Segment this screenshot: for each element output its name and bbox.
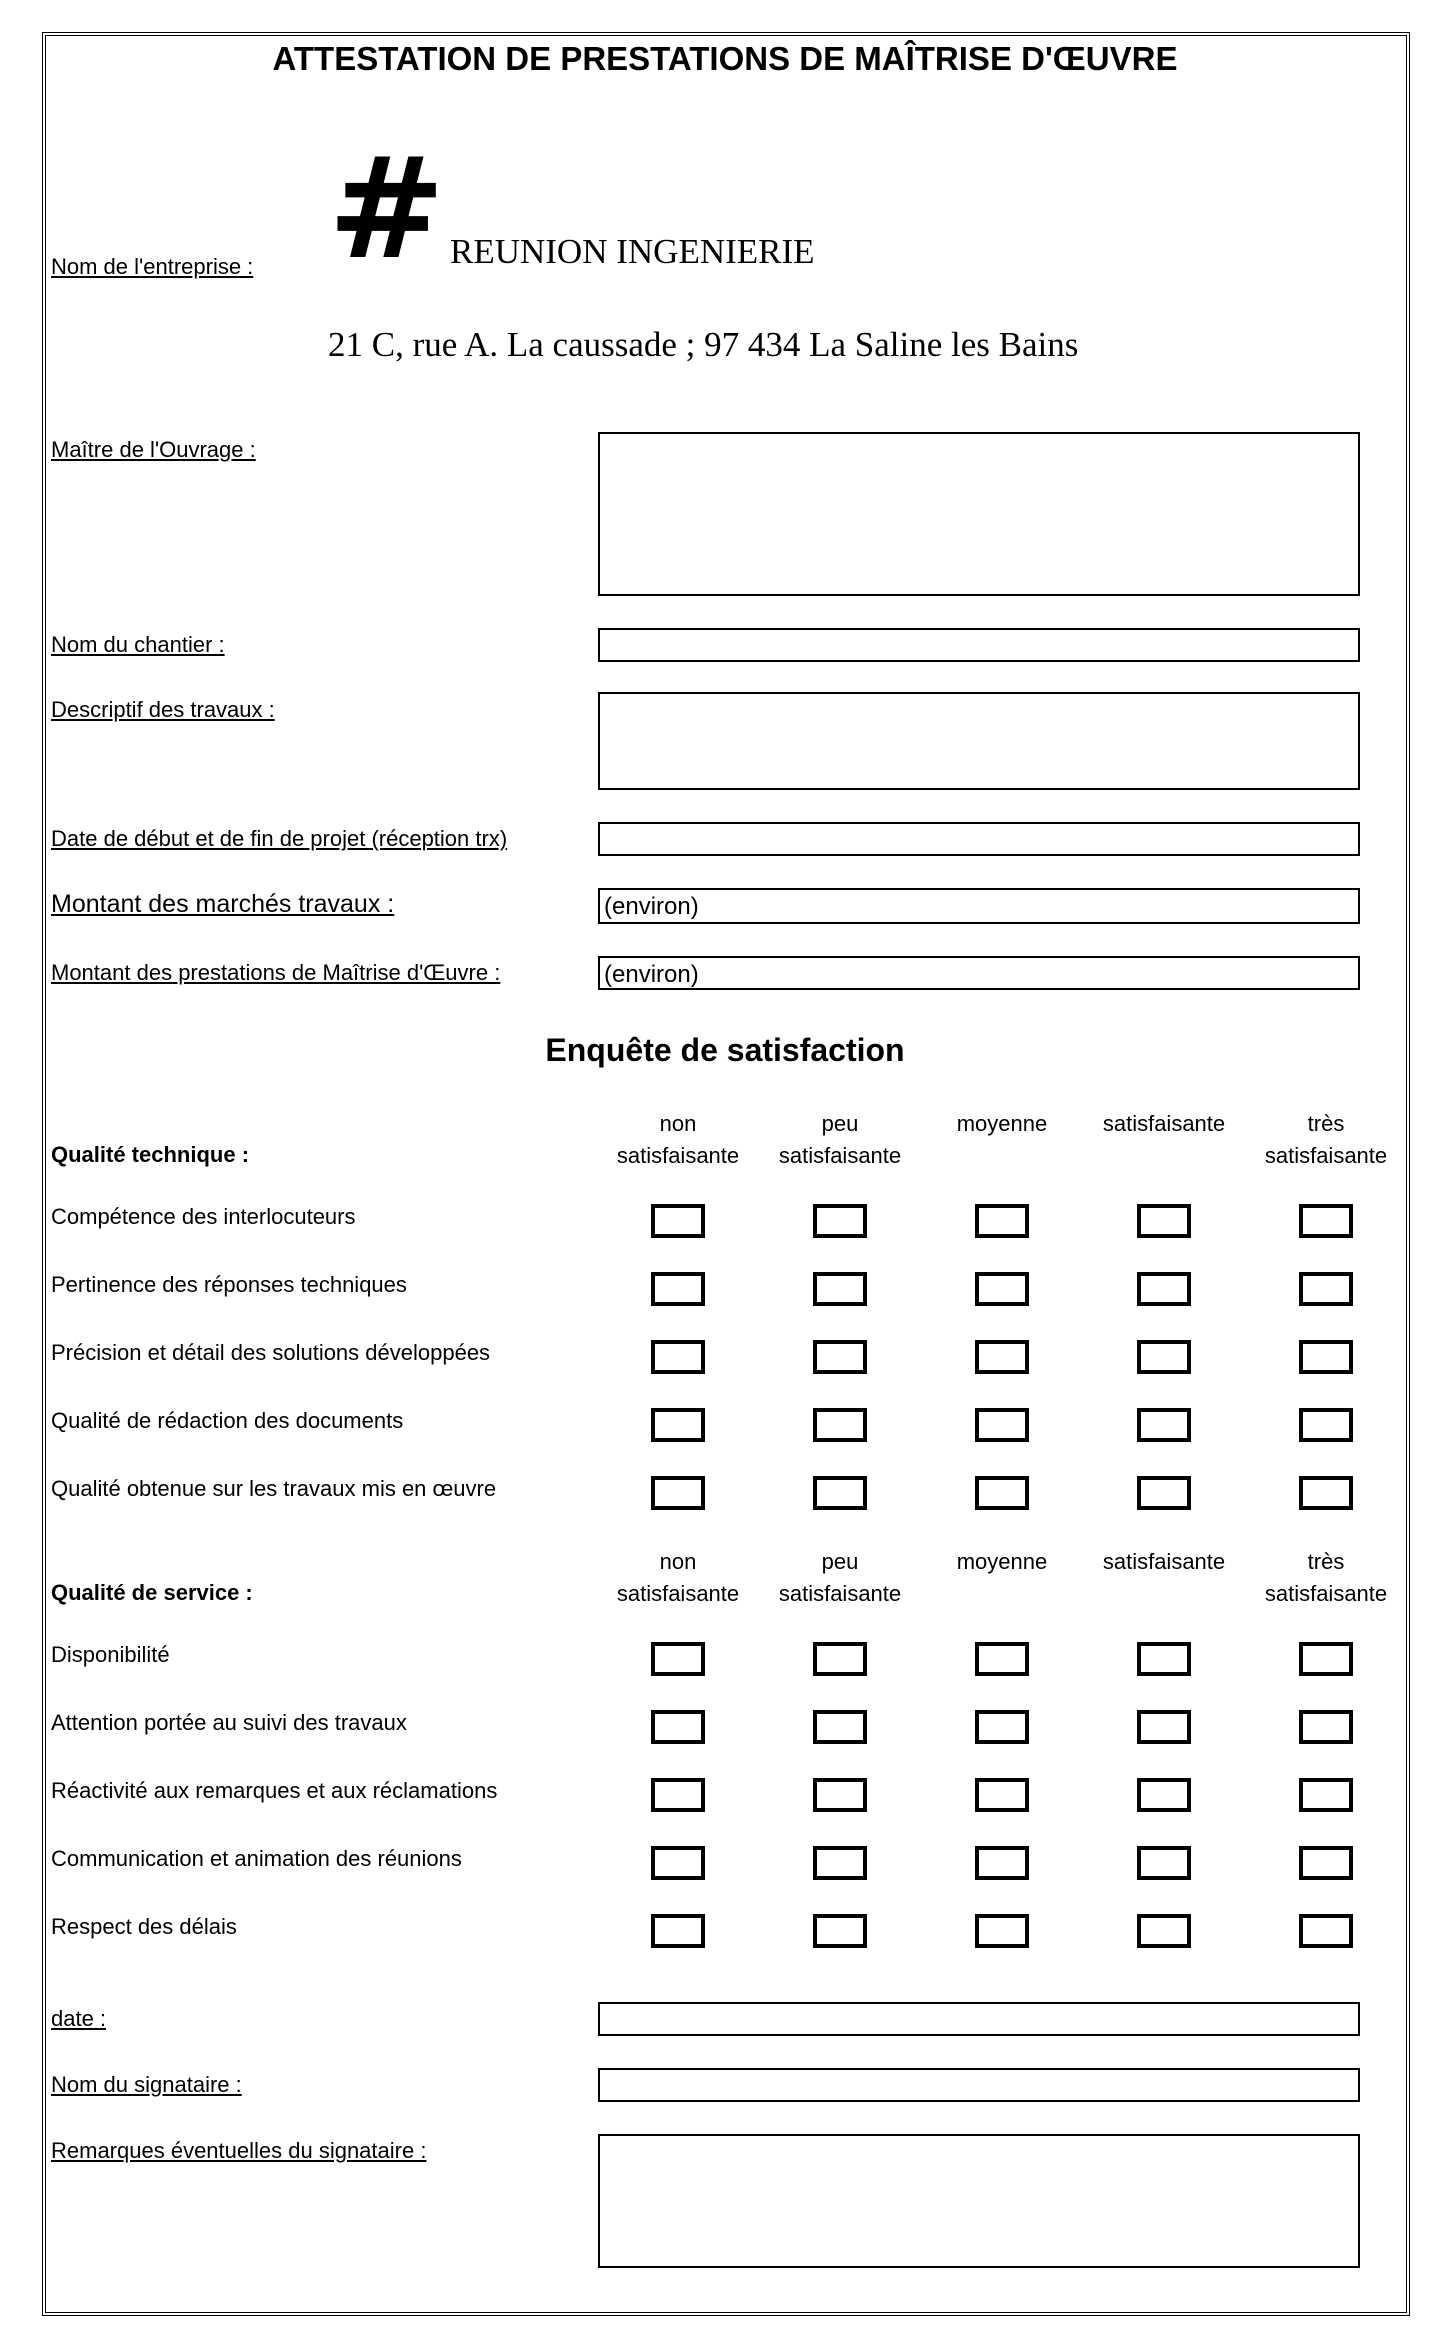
descriptif-field[interactable] bbox=[598, 692, 1360, 790]
rating-header-line2: satisfaisante bbox=[1264, 1143, 1388, 1168]
remarques-label: Remarques éventuelles du signataire : bbox=[51, 2138, 427, 2163]
criterion-label: Précision et détail des solutions développées bbox=[51, 1340, 491, 1365]
document-title: ATTESTATION DE PRESTATIONS DE MAÎTRISE D'ŒUVRE bbox=[272, 40, 1178, 77]
nom-signataire-label: Nom du signataire : bbox=[51, 2072, 242, 2097]
rating-checkbox-service-0-0[interactable] bbox=[651, 1642, 705, 1676]
rating-checkbox-technique-2-4[interactable] bbox=[1299, 1340, 1353, 1374]
rating-checkbox-technique-0-2[interactable] bbox=[975, 1204, 1029, 1238]
date-field[interactable] bbox=[598, 2002, 1360, 2036]
rating-header-line2 bbox=[922, 1578, 1082, 1610]
montant-moe-label: Montant des prestations de Maîtrise d'Œuvre : bbox=[51, 960, 501, 985]
rating-checkbox-technique-0-4[interactable] bbox=[1299, 1204, 1353, 1238]
remarques-field[interactable] bbox=[598, 2134, 1360, 2268]
rating-header-technique-0 bbox=[598, 1108, 758, 1172]
maitre-ouvrage-label: Maître de l'Ouvrage : bbox=[51, 437, 256, 462]
rating-header-service-4 bbox=[1246, 1546, 1406, 1610]
nom-chantier-label: Nom du chantier : bbox=[51, 632, 225, 657]
rating-header-line1: très bbox=[1307, 1549, 1345, 1574]
rating-header-line1: non bbox=[659, 1111, 697, 1136]
company-logo: # bbox=[328, 128, 446, 291]
rating-header-line1: peu bbox=[821, 1111, 859, 1136]
nom-signataire-field[interactable] bbox=[598, 2068, 1360, 2102]
rating-header-service-2 bbox=[922, 1546, 1082, 1610]
rating-header-line1: peu bbox=[821, 1549, 859, 1574]
rating-header-line2: satisfaisante bbox=[616, 1581, 740, 1606]
montant-travaux-value: (environ) bbox=[604, 893, 699, 920]
rating-header-line2: satisfaisante bbox=[616, 1143, 740, 1168]
montant-travaux-label: Montant des marchés travaux : bbox=[51, 890, 395, 918]
rating-checkbox-technique-2-0[interactable] bbox=[651, 1340, 705, 1374]
rating-checkbox-service-0-3[interactable] bbox=[1137, 1642, 1191, 1676]
rating-checkbox-technique-4-1[interactable] bbox=[813, 1476, 867, 1510]
criterion-label: Disponibilité bbox=[51, 1642, 170, 1667]
service-section-title: Qualité de service : bbox=[51, 1580, 253, 1605]
rating-checkbox-service-4-3[interactable] bbox=[1137, 1914, 1191, 1948]
rating-header-line2: satisfaisante bbox=[778, 1143, 902, 1168]
rating-checkbox-service-2-4[interactable] bbox=[1299, 1778, 1353, 1812]
rating-checkbox-service-3-2[interactable] bbox=[975, 1846, 1029, 1880]
montant-moe-value: (environ) bbox=[604, 961, 699, 988]
rating-header-line2: satisfaisante bbox=[1264, 1581, 1388, 1606]
criterion-label: Pertinence des réponses techniques bbox=[51, 1272, 407, 1297]
rating-header-line1: moyenne bbox=[956, 1111, 1048, 1136]
rating-checkbox-technique-2-1[interactable] bbox=[813, 1340, 867, 1374]
rating-checkbox-technique-0-1[interactable] bbox=[813, 1204, 867, 1238]
rating-checkbox-technique-1-3[interactable] bbox=[1137, 1272, 1191, 1306]
rating-header-line2: satisfaisante bbox=[778, 1581, 902, 1606]
rating-checkbox-technique-3-1[interactable] bbox=[813, 1408, 867, 1442]
rating-header-line2 bbox=[1084, 1578, 1244, 1610]
rating-checkbox-service-2-3[interactable] bbox=[1137, 1778, 1191, 1812]
criterion-label: Communication et animation des réunions bbox=[51, 1846, 462, 1871]
rating-checkbox-service-2-1[interactable] bbox=[813, 1778, 867, 1812]
survey-title: Enquête de satisfaction bbox=[545, 1032, 905, 1068]
rating-checkbox-technique-3-4[interactable] bbox=[1299, 1408, 1353, 1442]
rating-checkbox-technique-0-0[interactable] bbox=[651, 1204, 705, 1238]
rating-checkbox-technique-3-3[interactable] bbox=[1137, 1408, 1191, 1442]
rating-checkbox-service-4-0[interactable] bbox=[651, 1914, 705, 1948]
rating-header-line1: satisfaisante bbox=[1102, 1111, 1226, 1136]
rating-header-line1: satisfaisante bbox=[1102, 1549, 1226, 1574]
criterion-label: Réactivité aux remarques et aux réclamations bbox=[51, 1778, 498, 1803]
rating-header-technique-1 bbox=[760, 1108, 920, 1172]
nom-chantier-field[interactable] bbox=[598, 628, 1360, 662]
rating-checkbox-service-1-0[interactable] bbox=[651, 1710, 705, 1744]
rating-checkbox-service-2-0[interactable] bbox=[651, 1778, 705, 1812]
rating-checkbox-service-3-1[interactable] bbox=[813, 1846, 867, 1880]
rating-checkbox-technique-0-3[interactable] bbox=[1137, 1204, 1191, 1238]
rating-checkbox-technique-3-0[interactable] bbox=[651, 1408, 705, 1442]
rating-header-line1: très bbox=[1307, 1111, 1345, 1136]
maitre-ouvrage-field[interactable] bbox=[598, 432, 1360, 596]
dates-field[interactable] bbox=[598, 822, 1360, 856]
rating-checkbox-service-1-1[interactable] bbox=[813, 1710, 867, 1744]
rating-header-service-3 bbox=[1084, 1546, 1244, 1610]
rating-checkbox-service-4-2[interactable] bbox=[975, 1914, 1029, 1948]
rating-checkbox-technique-4-0[interactable] bbox=[651, 1476, 705, 1510]
rating-header-technique-3 bbox=[1084, 1108, 1244, 1172]
rating-checkbox-technique-4-4[interactable] bbox=[1299, 1476, 1353, 1510]
rating-checkbox-service-1-4[interactable] bbox=[1299, 1710, 1353, 1744]
criterion-label: Respect des délais bbox=[51, 1914, 237, 1939]
rating-checkbox-technique-1-4[interactable] bbox=[1299, 1272, 1353, 1306]
rating-checkbox-service-4-4[interactable] bbox=[1299, 1914, 1353, 1948]
company-name: REUNION INGENIERIE bbox=[450, 232, 815, 271]
dates-label: Date de début et de fin de projet (réception trx) bbox=[51, 826, 508, 851]
montant-travaux-field[interactable] bbox=[598, 888, 1360, 924]
rating-header-technique-2 bbox=[922, 1108, 1082, 1172]
rating-checkbox-technique-2-3[interactable] bbox=[1137, 1340, 1191, 1374]
criterion-label: Qualité obtenue sur les travaux mis en œuvre bbox=[51, 1476, 497, 1501]
rating-checkbox-technique-3-2[interactable] bbox=[975, 1408, 1029, 1442]
rating-checkbox-technique-4-2[interactable] bbox=[975, 1476, 1029, 1510]
rating-header-line2 bbox=[1084, 1140, 1244, 1172]
rating-checkbox-service-4-1[interactable] bbox=[813, 1914, 867, 1948]
rating-header-line2 bbox=[922, 1140, 1082, 1172]
rating-checkbox-technique-2-2[interactable] bbox=[975, 1340, 1029, 1374]
date-label: date : bbox=[51, 2006, 107, 2031]
rating-checkbox-service-2-2[interactable] bbox=[975, 1778, 1029, 1812]
rating-checkbox-service-0-2[interactable] bbox=[975, 1642, 1029, 1676]
rating-checkbox-technique-4-3[interactable] bbox=[1137, 1476, 1191, 1510]
rating-checkbox-service-3-0[interactable] bbox=[651, 1846, 705, 1880]
rating-checkbox-technique-1-1[interactable] bbox=[813, 1272, 867, 1306]
rating-header-technique-4 bbox=[1246, 1108, 1406, 1172]
rating-checkbox-service-0-4[interactable] bbox=[1299, 1642, 1353, 1676]
criterion-label: Compétence des interlocuteurs bbox=[51, 1204, 356, 1229]
criterion-label: Qualité de rédaction des documents bbox=[51, 1408, 404, 1433]
rating-checkbox-service-0-1[interactable] bbox=[813, 1642, 867, 1676]
rating-header-line1: moyenne bbox=[956, 1549, 1048, 1574]
technique-section-title: Qualité technique : bbox=[51, 1142, 250, 1167]
montant-moe-field[interactable] bbox=[598, 956, 1360, 990]
criterion-label: Attention portée au suivi des travaux bbox=[51, 1710, 407, 1735]
rating-header-service-0 bbox=[598, 1546, 758, 1610]
rating-checkbox-service-1-3[interactable] bbox=[1137, 1710, 1191, 1744]
rating-checkbox-service-1-2[interactable] bbox=[975, 1710, 1029, 1744]
document-frame bbox=[42, 32, 1410, 2316]
rating-checkbox-service-3-3[interactable] bbox=[1137, 1846, 1191, 1880]
rating-checkbox-technique-1-0[interactable] bbox=[651, 1272, 705, 1306]
rating-header-service-1 bbox=[760, 1546, 920, 1610]
rating-header-line1: non bbox=[659, 1549, 697, 1574]
rating-checkbox-technique-1-2[interactable] bbox=[975, 1272, 1029, 1306]
rating-checkbox-service-3-4[interactable] bbox=[1299, 1846, 1353, 1880]
descriptif-label: Descriptif des travaux : bbox=[51, 697, 275, 722]
company-address: 21 C, rue A. La caussade ; 97 434 La Saline les Bains bbox=[328, 325, 1079, 364]
company-label: Nom de l'entreprise : bbox=[51, 254, 254, 279]
